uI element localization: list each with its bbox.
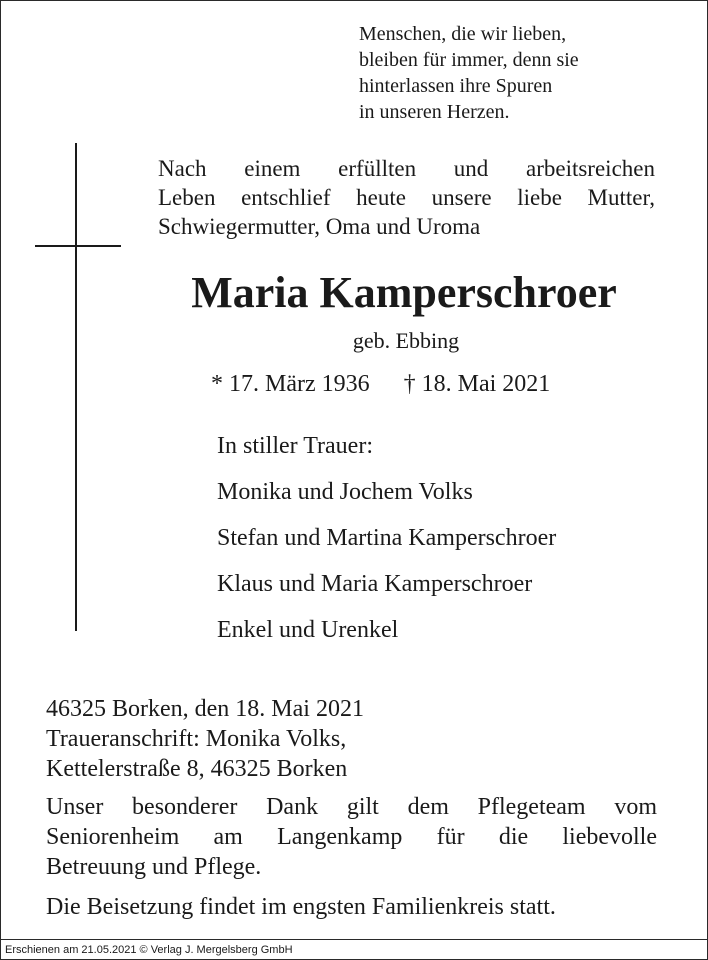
thanks-line: Betreuung und Pflege. [46, 854, 262, 880]
intro-line: Leben entschlief heute unsere liebe Mutter, [158, 185, 655, 210]
mourner-line: Monika und Jochem Volks [217, 479, 473, 505]
intro-text [158, 154, 655, 241]
cross-icon-crossbar [35, 245, 121, 247]
mourner-line: Stefan und Martina Kamperschroer [217, 525, 557, 551]
cross-icon [75, 143, 77, 631]
life-dates [211, 369, 550, 399]
poem-line: bleiben für immer, denn sie [359, 49, 579, 71]
mourners-heading: In stiller Trauer: [217, 433, 373, 459]
thanks-line: Unser besonderer Dank gilt dem Pflegeteam vom [46, 794, 657, 820]
deceased-name: Maria Kamperschroer [191, 268, 617, 317]
address-block [46, 694, 666, 784]
poem [359, 21, 659, 125]
poem-line: in unseren Herzen. [359, 101, 510, 123]
mourner-line: Klaus und Maria Kamperschroer [217, 571, 533, 597]
burial-note: Die Beisetzung findet im engsten Familienkreis statt. [46, 894, 556, 920]
poem-line: Menschen, die wir lieben, [359, 23, 567, 45]
thanks-text [46, 792, 657, 882]
place-date: 46325 Borken, den 18. Mai 2021 [46, 696, 364, 722]
mourning-street: Kettelerstraße 8, 46325 Borken [46, 756, 348, 782]
mourning-address: Traueranschrift: Monika Volks, [46, 726, 347, 752]
birth-name: geb. Ebbing [352, 328, 460, 353]
intro-line: Schwiegermutter, Oma und Uroma [158, 214, 481, 239]
death-date: † 18. Mai 2021 [403, 371, 551, 397]
intro-line: Nach einem erfüllten und arbeitsreichen [158, 156, 655, 181]
mourners-block [217, 431, 687, 661]
poem-line: hinterlassen ihre Spuren [359, 75, 553, 97]
birth-date: * 17. März 1936 [211, 371, 370, 397]
publication-footer: Erschienen am 21.05.2021 © Verlag J. Mergelsberg GmbH [1, 939, 707, 959]
thanks-line: Seniorenheim am Langenkamp für die liebevolle [46, 824, 657, 850]
mourner-line: Enkel und Urenkel [217, 617, 399, 643]
